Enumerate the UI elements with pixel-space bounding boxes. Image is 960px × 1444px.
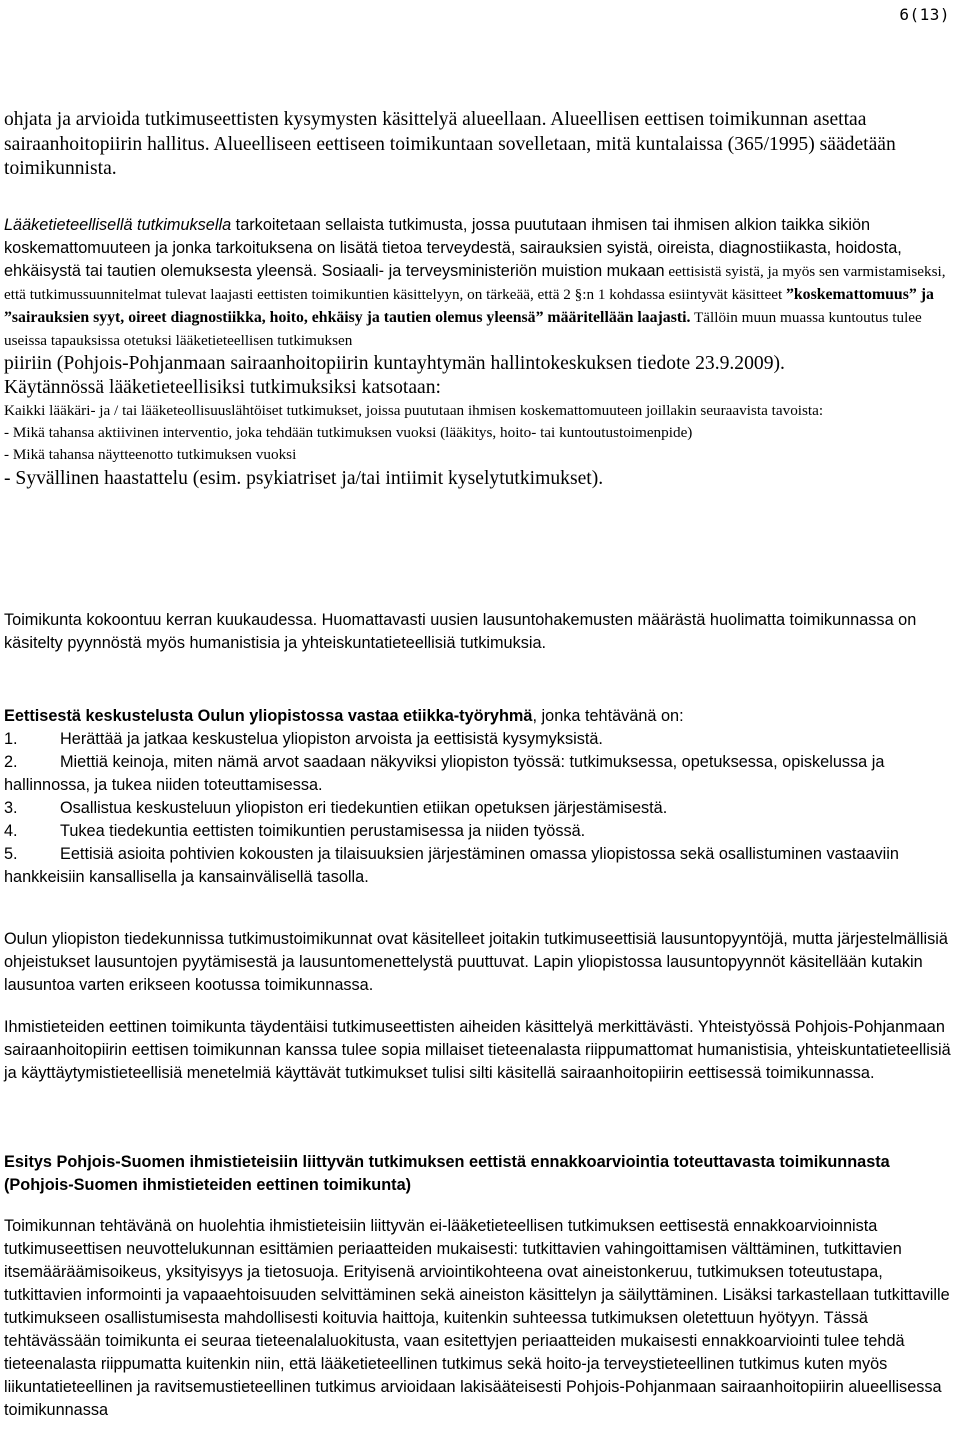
list-item-text: Tukea tiedekuntia eettisten toimikuntien perustamisessa ja niiden työssä. [60,822,586,840]
tasks-heading-rest: , jonka tehtävänä on: [532,707,684,725]
list-item-text: Herättää ja jatkaa keskustelua yliopiston arvoista ja eettisistä kysymyksistä. [60,730,603,748]
practice-body: Kaikki lääkäri- ja / tai lääketeollisuuslähtöiset tutkimukset, joissa puututaan ihmisen koskemattomuuteen joillakin seuraavista tavoista: [4,402,824,419]
list-item-number: 1. [4,730,18,748]
proposal-body: Toimikunnan tehtävänä on huolehtia ihmistieteisiin liittyvän ei-lääketieteellisen tutkimuksen eettisestä ennakkoarvioinnista tutkimuseettisen neuvottelukunnan esittämien periaatteiden mukaisesti: tutkittavien vahingoittamisen välttäminen, tutkittavien itsemääräämisoikeus, yksityisyys ja tietosuoja. Erityisenä arviointikohteena ovat aineistonkeruu, tutkimuksen toteutustapa, tutkittavien informointi ja vapaaehtoisuuden selvittäminen sekä aineiston käsittelyn ja säilyttäminen. Lisäksi tarkastellaan tutkittaville tutkimukseen osallistumisesta mahdollisesti koituvia haittoja, kuitenkin suhteessa tutkimuksen oletettuun hyötyyn. Tässä tehtävässään toimikunta ei seuraa tieteenalaluokitusta, vaan esitettyjen periaatteiden mukaisesti ennakkoarviointi tulee tehdä tieteenalasta riippumatta kuitenkin niin, että lääketieteellinen tutkimus sekä hoito-ja terveystieteellinen tutkimus kuten myös liikuntatieteellinen ja ravitsemustieteellinen tutkimus arvioidaan lakisääteisesti Pohjois-Pohjanmaan sairaanhoitopiirin alueellisessa toimikunnassa [4,1217,950,1419]
definition-paragraph [4,214,952,352]
practice-bullet-1: - Mikä tahansa aktiivinen interventio, joka tehdään tutkimuksen vuoksi (lääkitys, hoito- tai kuntoutustoimenpide) [4,424,693,442]
oulu-paragraph: Oulun yliopiston tiedekunnissa tutkimustoimikunnat ovat käsitelleet joitakin tutkimuseettisiä lausuntopyyntöjä, mutta järjestelmällisiä ohjeistukset lausuntojen pyytämisestä ja lausuntomenettelystä puuttuvat. Lapin yliopistossa lausuntopyynnöt käsitellään kutakin lausuntoa varten erikseen kootussa toimikunnassa. [4,930,948,994]
meeting-paragraph: Toimikunta kokoontuu kerran kuukaudessa. Huomattavasti uusien lausuntohakemusten määrästä huolimatta toimikunnassa on käsitelty pyynnöstä myös humanistisia ja yhteiskuntatieteellisiä tutkimuksia. [4,611,917,652]
list-item [4,820,952,843]
list-item-number: 4. [4,822,18,840]
intro-paragraph: ohjata ja arvioida tutkimuseettisten kysymysten käsittelyä alueellaan. Alueellisen eettisen toimikunnan asettaa sairaanhoitopiirin hallitus. Alueelliseen eettiseen toimikuntaan sovelletaan, mitä kuntalaissa (365/1995) säädetään toimikunnista. [4,109,896,179]
definition-body-1: tarkoitetaan sellaista tutkimusta, jossa puututaan ihmisen tai ihmisen alkion taikka sikiön koskemattomuuteen ja jonka tarkoituksena on lisätä tietoa terveydestä, sairauksien syistä, oireista, diagnostiikasta, hoidosta, ehkäisystä tai tautien olemuksesta yleensä. Sosiaali- ja terveysministeriön muistion mukaan [4,216,902,280]
list-item [4,751,952,797]
definition-body-2: eettisistä syistä, ja myös sen varmistamiseksi, että tutkimussuunnitelmat tulevat laajasti eettisten toimikuntien käsittelyyn, on tärkeää, että 2 §:n 1 kohdassa esiintyvät käsitteet [4,263,946,303]
practice-bullet-3: - Syvällinen haastattelu (esim. psykiatriset ja/tai intiimit kyselytutkimukset). [4,467,604,489]
definition-term: Lääketieteellisellä tutkimuksella [4,216,232,234]
list-item-number: 2. [4,753,18,771]
list-item [4,843,952,889]
practice-bullet-2: - Mikä tahansa näytteenotto tutkimuksen vuoksi [4,446,297,464]
list-item-text: Eettisiä asioita pohtivien kokousten ja tilaisuuksien järjestäminen omassa yliopistossa sekä osallistuminen vastaaviin hankkeisiin kansallisella ja kansainvälisellä tasolla. [4,845,899,886]
proposal-heading: Esitys Pohjois-Suomen ihmistieteisiin liittyvän tutkimuksen eettistä ennakkoarviointia toteuttavasta toimikunnasta (Pohjois-Suomen ihmistieteiden eettinen toimikunta) [4,1153,890,1194]
list-item-text: Miettiä keinoja, miten nämä arvot saadaan näkyviksi yliopiston työssä: tutkimuksessa, opetuksessa, opiskelussa ja hallinnossa, ja tukea niiden toteuttamisessa. [4,753,885,794]
tasks-heading [4,705,952,728]
page-number: 6(13) [899,5,950,24]
tasks-heading-bold: Eettisestä keskustelusta Oulun yliopistossa vastaa etiikka-työryhmä [4,707,533,725]
practice-heading: Käytännössä lääketieteellisiksi tutkimuksiksi katsotaan: [4,377,441,398]
definition-bold-terms: ”koskemattomuus” ja ”sairauksien syyt, oireet diagnostiikka, hoito, ehkäisy ja tautien olemus yleensä” määritellään laajasti. [4,286,934,326]
list-item [4,728,952,751]
list-item-number: 3. [4,799,18,817]
definition-body-3: Tällöin muun muassa kuntoutus tulee useissa tapauksissa otetuksi lääketieteellisen tutkimuksen [4,309,922,349]
list-item-number: 5. [4,845,18,863]
list-item-text: Osallistua keskusteluun yliopiston eri tiedekuntien etiikan opetuksen järjestämisestä. [60,799,668,817]
tasks-list [4,728,952,889]
list-item [4,797,952,820]
definition-section [4,214,952,491]
human-sciences-paragraph: Ihmistieteiden eettinen toimikunta täydentäisi tutkimuseettisten aiheiden käsittelyä merkittävästi. Yhteistyössä Pohjois-Pohjanmaan sairaanhoitopiirin eettisen toimikunnan kanssa tulee sopia millaiset tieteenalasta riippumattomat humanistisia, yhteiskuntatieteellisiä ja käyttäytymistieteellisiä menetelmiä käyttävät tutkimukset tulisi silti käsitellä sairaanhoitopiirin eettisessä toimikunnassa. [4,1018,951,1082]
definition-source: piiriin (Pohjois-Pohjanmaan sairaanhoitopiirin kuntayhtymän hallintokeskuksen tiedote 23.9.2009). [4,353,785,374]
tasks-section [4,705,952,889]
